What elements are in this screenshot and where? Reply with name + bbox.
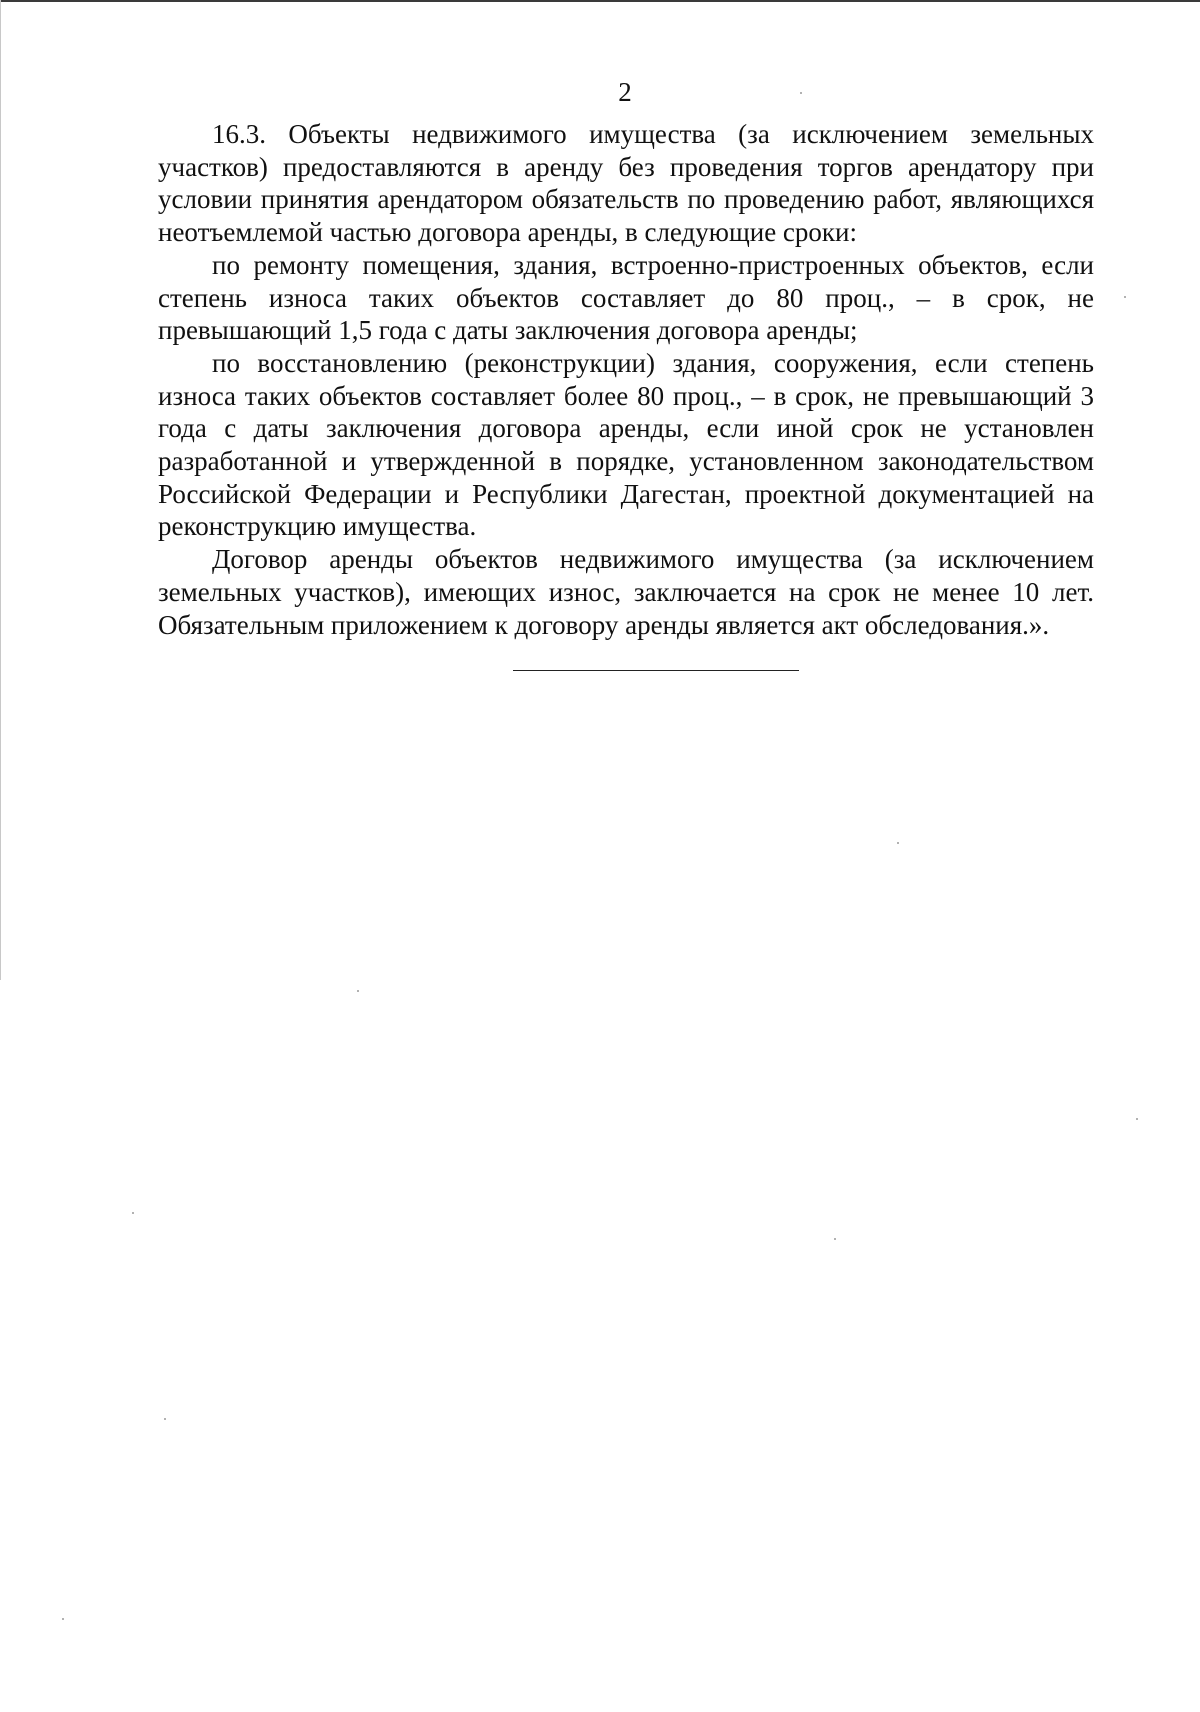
paragraph-reconstruction-term: по восстановлению (реконструкции) здания, сооружения, если степень износа таких объектов составляет более 80 проц., – в срок, не превышающий 3 года с даты заключения договора аренды, если иной срок не установлен разработанной и утвержденной в порядке, установленном законодательством Российской Федерации и Республики Дагестан, проектной документацией на реконструкцию имущества.	[158, 347, 1094, 542]
paragraph-16-3: 16.3. Объекты недвижимого имущества (за исключением земельных участков) предоставляются в аренду без проведения торгов арендатору при условии принятия арендатором обязательств по проведению работ, являющихся неотъемлемой частью договора аренды, в следующие сроки:	[158, 119, 1094, 248]
scan-speck	[164, 1418, 166, 1420]
scan-speck	[1136, 1118, 1138, 1120]
scan-left-edge	[0, 0, 1, 980]
page-number: 2	[618, 77, 632, 107]
scan-speck	[1124, 296, 1126, 298]
scan-speck	[357, 990, 359, 992]
scan-top-border	[0, 0, 1200, 2]
closing-separator-line	[513, 670, 799, 671]
scan-speck	[132, 1212, 134, 1214]
paragraph-repair-term: по ремонту помещения, здания, встроенно-пристроенных объектов, если степень износа таких объектов составляет до 80 проц., – в срок, не превышающий 1,5 года с даты заключения договора аренды;	[158, 249, 1094, 346]
paragraph-lease-term: Договор аренды объектов недвижимого имущества (за исключением земельных участков), имеющих износ, заключается на срок не менее 10 лет. Обязательным приложением к договору аренды является акт обследования.».	[158, 544, 1094, 640]
scan-speck	[800, 92, 802, 94]
document-body	[158, 118, 1094, 641]
scan-speck	[62, 1618, 64, 1620]
scan-speck	[897, 842, 899, 844]
scan-speck	[834, 1238, 836, 1240]
